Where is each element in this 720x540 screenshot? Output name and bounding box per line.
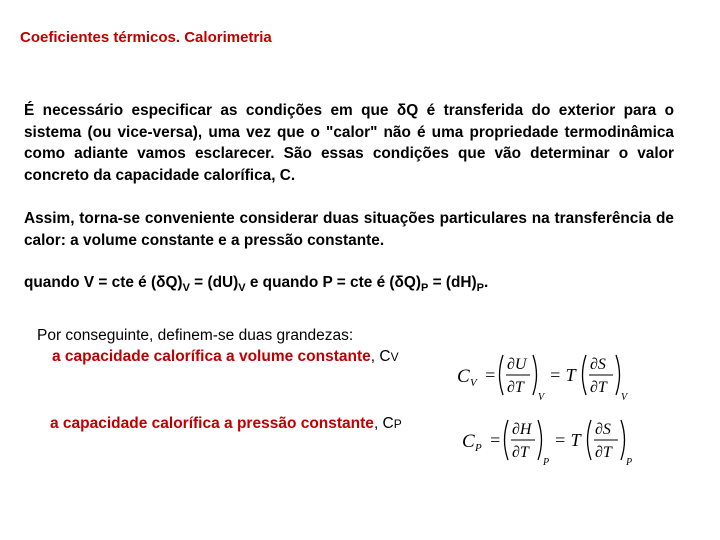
formula-cv-equals: =: [484, 365, 497, 385]
formula-cp-num1: ∂H: [512, 421, 532, 438]
cv-label: a capacidade calorífica a volume constante: [52, 348, 371, 365]
cp-label: a capacidade calorífica a pressão constante: [50, 415, 374, 432]
formula-cp-sub2: P: [626, 457, 633, 468]
formula-cp-paren-right-1: [538, 420, 542, 460]
conditions-text-4: = (dH): [428, 274, 477, 291]
formula-cp-den2: ∂T: [595, 444, 612, 461]
conditions-text-2: = (dU): [189, 274, 239, 291]
cv-definition: [52, 348, 399, 366]
cv-symbol: V: [390, 350, 399, 364]
conditions-text-3: e quando P = cte é (δQ): [245, 274, 421, 291]
conditions-sub-2: V: [238, 282, 246, 295]
formula-cv-paren-right-2: [616, 355, 620, 395]
page-title: Coeficientes térmicos. Calorimetria: [20, 29, 272, 46]
formula-cv-den2: ∂T: [590, 379, 607, 396]
formula-cv-paren-left-2: [583, 355, 587, 395]
conditions-sub-3: P: [420, 282, 429, 295]
formula-cp-num2: ∂S: [595, 421, 611, 438]
formula-cv-sub1: V: [538, 392, 545, 403]
conditions-sub-4: P: [476, 282, 484, 295]
formula-cp-paren-left-2: [588, 420, 592, 460]
formula-cp-sub1: P: [543, 457, 550, 468]
formula-cp-den1: ∂T: [512, 444, 529, 461]
formula-cv-sub2: V: [621, 392, 628, 403]
paragraph-two-situations: Assim, torna-se conveniente considerar duas situações particulares na transferência de calor: a volume constante e a pressão constante.: [24, 210, 674, 249]
formula-cp-eq-t: = T: [554, 430, 581, 450]
formula-cv-den1: ∂T: [507, 379, 524, 396]
formula-cp-lhs: C: [462, 431, 475, 452]
cp-symbol: P: [393, 417, 402, 431]
formula-cv-num2: ∂S: [590, 356, 606, 373]
formula-cv-lhs-sub: V: [470, 377, 477, 389]
cv-sep: , C: [370, 348, 391, 365]
formula-cv-paren-right-1: [533, 355, 537, 395]
conditions-text-1: quando V = cte é (δQ): [24, 274, 183, 291]
formula-cv-paren-left-1: [500, 355, 504, 395]
formula-cp-paren-left-1: [505, 420, 509, 460]
formula-cv-lhs: C: [457, 366, 470, 387]
definitions-lead: Por conseguinte, definem-se duas grandezas:: [37, 327, 354, 344]
cp-sep: , C: [373, 415, 394, 432]
conditions-sub-1: V: [182, 282, 190, 295]
formula-cp-equals: =: [489, 430, 502, 450]
cp-definition: [50, 415, 402, 433]
formula-cp: [460, 410, 640, 470]
formula-cv-num1: ∂U: [507, 356, 527, 373]
conditions-line: [24, 272, 684, 300]
formula-cp-paren-right-2: [621, 420, 625, 460]
conditions-text-5: .: [483, 274, 489, 291]
formula-cv-eq-t: = T: [549, 365, 576, 385]
paragraph-heat-conditions: É necessário especificar as condições em que δQ é transferida do exterior para o sistema (ou vice-versa), uma vez que o "calor" não é uma propriedade termodinâmica como adiante vamos esclarecer. São essas condições que vão determinar o valor concreto da capacidade calorífica, C.: [24, 102, 674, 184]
formula-cp-lhs-sub: P: [475, 442, 482, 454]
formula-cv: [455, 345, 635, 405]
